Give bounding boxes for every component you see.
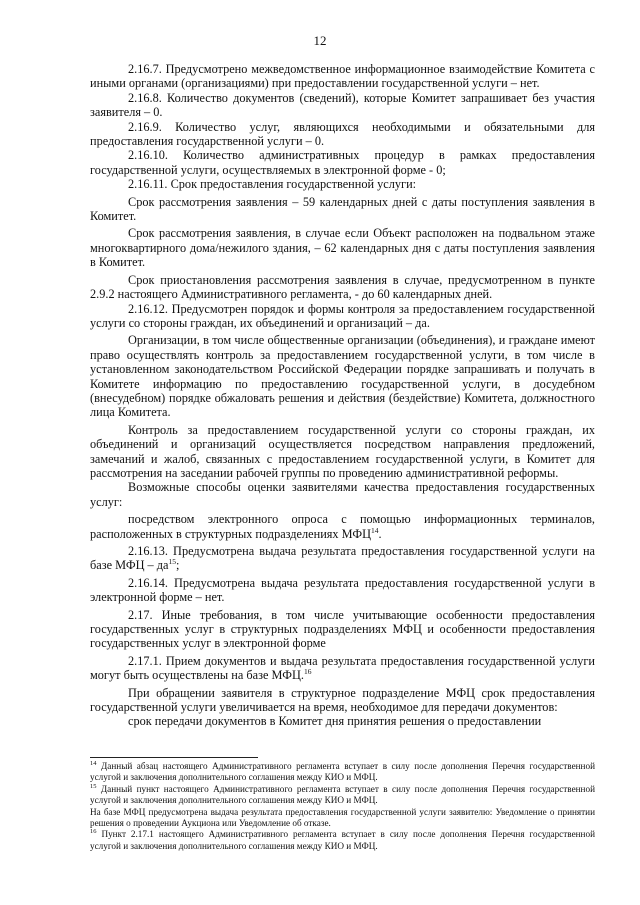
paragraph-2-16-13: 2.16.13. Предусмотрена выдача результата предоставления государственной услуги на базе МФЦ – $да^{15}$; <box>90 544 595 573</box>
paragraph-2-16-9: 2.16.9. Количество услуг, являющихся необходимыми и обязательными для предоставления государственной услуги – 0. <box>90 119 595 149</box>
footnote-14: $^{14}$ Данный абзац настоящего Административного регламента вступает в силу после дополнения Перечня государственной услугой и заключения дополнительного соглашения между КИО и МФЦ. <box>90 760 595 783</box>
paragraph-mfc-term: При обращении заявителя в структурное подразделение МФЦ срок предоставления государственной услуги увеличивается на время, необходимое для передачи документов: <box>90 685 595 715</box>
paragraph-control-method: Контроль за предоставлением государственной услуги со стороны граждан, их объединений и организаций осуществляется посредством направления предложений, замечаний и жалоб, связанных с предоставлением государственной услуги, в Комитет для рассмотрения на заседании рабочей группы по проведению административной реформы. <box>90 422 595 480</box>
footnote-15-continued: На базе МФЦ предусмотрена выдача результата предоставления государственной услуги заявителю: Уведомление о принятии решения о проведении Аукциона или Уведомление об отказе. <box>90 806 595 829</box>
paragraph-transfer-term: срок передачи документов в Комитет дня принятия решения о предоставлении <box>128 714 542 729</box>
paragraph-electronic-survey: посредством электронного опроса с помощью информационных терминалов, расположенных в структурных подразделениях МФЦ$^{14}$. <box>90 512 595 541</box>
footnote-divider <box>90 757 258 758</box>
paragraph-suspension-term: Срок приостановления рассмотрения заявления в случае, предусмотренном в пункте 2.9.2 настоящего Административного регламента, - до 60 календарных дней. <box>90 272 595 302</box>
footnote-16: $^{16}$ Пункт 2.17.1 настоящего Административного регламента вступает в силу после дополнения Перечня государственной услугой и заключения дополнительного соглашения между КИО и МФЦ. <box>90 828 595 851</box>
footnote-ref-14: 14 <box>371 525 379 535</box>
footnote-ref-15: 15 <box>168 557 176 567</box>
paragraph-quality-assessment: Возможные способы оценки заявителями качества предоставления государственных услуг: <box>90 480 595 509</box>
page-number: 12 <box>313 33 327 48</box>
paragraph-2-16-14: 2.16.14. Предусмотрена выдача результата предоставления государственной услуги в электронной форме – нет. <box>90 575 595 605</box>
paragraph-2-17-1: 2.17.1. Прием документов и выдача результата предоставления государственной услуги могут быть осуществлены на базе МФЦ.$^{16}$ <box>90 653 595 683</box>
paragraph-2-16-11: 2.16.11. Срок предоставления государственной услуги: <box>128 177 417 192</box>
paragraph-2-16-8: 2.16.8. Количество документов (сведений), которые Комитет запрашивает без участия заявителя – 0. <box>90 90 595 120</box>
footnote-ref-16: 16 <box>303 667 312 677</box>
paragraph-2-17: 2.17. Иные требования, в том числе учитывающие особенности предоставления государственных услуг в структурных подразделениях МФЦ и особенности предоставления государственных услуг в электронной форме <box>90 607 595 651</box>
paragraph-citizen-control: Организации, в том числе общественные организации (объединения), и граждане имеют право осуществлять контроль за предоставлением государственной услуги, в том числе в установленном законодательством Российской Федерации порядке запрашивать и получать в Комитете информацию по предоставлению государственной услуги, в досудебном (внесудебном) порядке обжаловать решения и действия (бездействие) Комитета, должностного лица Комитета. <box>90 333 595 420</box>
paragraph-basement-term: Срок рассмотрения заявления, в случае если Объект расположен на подвальном этаже многоквартирного дома/нежилого здания, – 62 календарных дня с даты поступления заявления в Комитет. <box>90 226 595 270</box>
paragraph-review-term: Срок рассмотрения заявления – 59 календарных дней с даты поступления заявления в Комитет. <box>90 194 595 224</box>
paragraph-2-16-12: 2.16.12. Предусмотрен порядок и формы контроля за предоставлением государственной услуги со стороны граждан, их объединений и организаций – да. <box>90 301 595 330</box>
paragraph-2-16-10: 2.16.10. Количество административных процедур в рамках предоставления государственной услуги, осуществляемых в электронной форме - 0; <box>90 148 595 177</box>
body-text <box>90 62 595 729</box>
footnote-15: $^{15}$ Данный пункт настоящего Административного регламента вступает в силу после дополнения Перечня государственной услугой и заключения дополнительного соглашения между КИО и МФЦ. <box>90 782 595 806</box>
footnotes <box>90 761 595 852</box>
paragraph-2-16-7: 2.16.7. Предусмотрено межведомственное информационное взаимодействие Комитета с иными органами (организациями) при предоставлении государственной услуги – нет. <box>90 62 595 91</box>
